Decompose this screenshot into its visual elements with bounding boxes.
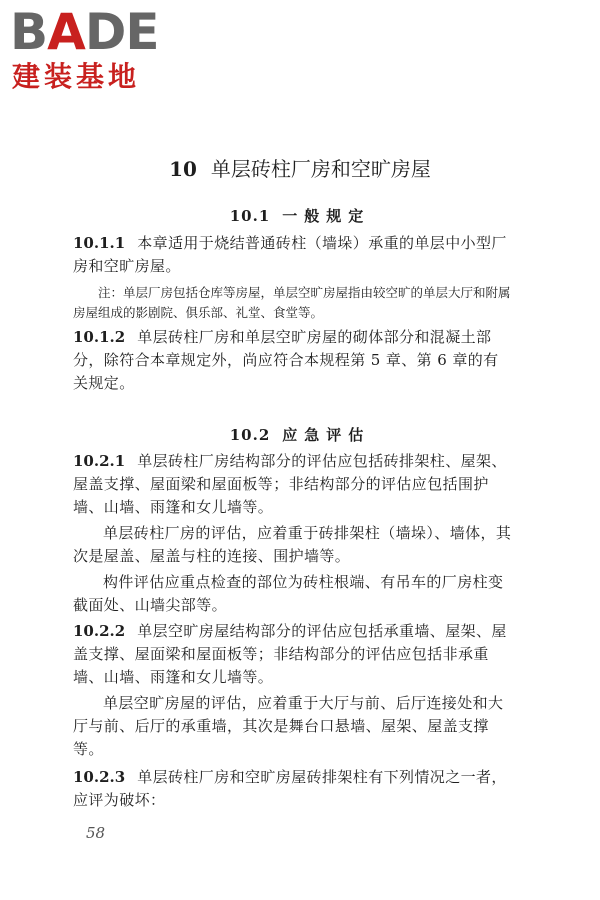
page-number: 58 xyxy=(86,824,106,842)
section-name: 一般规定 xyxy=(282,207,371,226)
clause-number: 10.2.2 xyxy=(73,622,126,640)
clause-10-2-3 xyxy=(73,766,513,812)
section-heading-10-1 xyxy=(0,206,600,226)
clause-10-1-1 xyxy=(73,232,513,278)
logo-wordmark: BADE xyxy=(10,3,159,61)
paragraph-10-2-2-b: 单层空旷房屋的评估，应着重于大厅与前、后厅连接处和大厅与前、后厅的承重墙，其次是舞台口悬墙、屋架、屋盖支撑等。 xyxy=(73,694,504,758)
clause-10-1-2 xyxy=(73,326,513,395)
clause-text: 单层空旷房屋结构部分的评估应包括承重墙、屋架、屋盖支撑、屋面梁和屋面板等；非结构部分的评估应包括非承重墙、山墙、雨篷和女儿墙等。 xyxy=(73,622,507,686)
chapter-number: 10 xyxy=(169,157,197,182)
paragraph-10-2-1-c: 构件评估应重点检查的部位为砖柱根端、有吊车的厂房柱变截面处、山墙尖部等。 xyxy=(73,573,504,614)
section-name: 应急评估 xyxy=(282,426,371,445)
clause-number: 10.1.2 xyxy=(73,328,126,346)
clause-number: 10.2.1 xyxy=(73,452,126,470)
clause-text: 本章适用于烧结普通砖柱（墙垛）承重的单层中小型厂房和空旷房屋。 xyxy=(73,234,507,275)
section-number: 10.1 xyxy=(229,207,271,226)
clause-10-2-1 xyxy=(73,450,513,519)
clause-text: 单层砖柱厂房结构部分的评估应包括砖排架柱、屋架、屋盖支撑、屋面梁和屋面板等；非结构部分的评估应包括围护墙、山墙、雨篷和女儿墙等。 xyxy=(73,452,507,516)
paragraph-10-2-1-b: 单层砖柱厂房的评估，应着重于砖排架柱（墙垛）、墙体，其次是屋盖、屋盖与柱的连接、围护墙等。 xyxy=(73,524,512,565)
clause-number: 10.1.1 xyxy=(73,234,126,252)
chapter-name: 单层砖柱厂房和空旷房屋 xyxy=(210,157,431,182)
note-10-1-1: 注：单层厂房包括仓库等房屋，单层空旷房屋指由较空旷的单层大厅和附属房屋组成的影剧院、俱乐部、礼堂、食堂等。 xyxy=(73,285,511,320)
chapter-title xyxy=(0,156,600,182)
clause-number: 10.2.3 xyxy=(73,768,126,786)
section-heading-10-2 xyxy=(0,425,600,445)
clause-10-2-2 xyxy=(73,620,513,689)
clause-text: 单层砖柱厂房和空旷房屋砖排架柱有下列情况之一者，应评为破坏： xyxy=(73,768,507,809)
bade-logo xyxy=(10,3,180,96)
section-number: 10.2 xyxy=(229,426,271,445)
logo-subtitle: 建装基地 xyxy=(12,60,141,93)
clause-text: 单层砖柱厂房和单层空旷房屋的砌体部分和混凝土部分，除符合本章规定外，尚应符合本规程第 5 章、第 6 章的有关规定。 xyxy=(73,328,499,392)
